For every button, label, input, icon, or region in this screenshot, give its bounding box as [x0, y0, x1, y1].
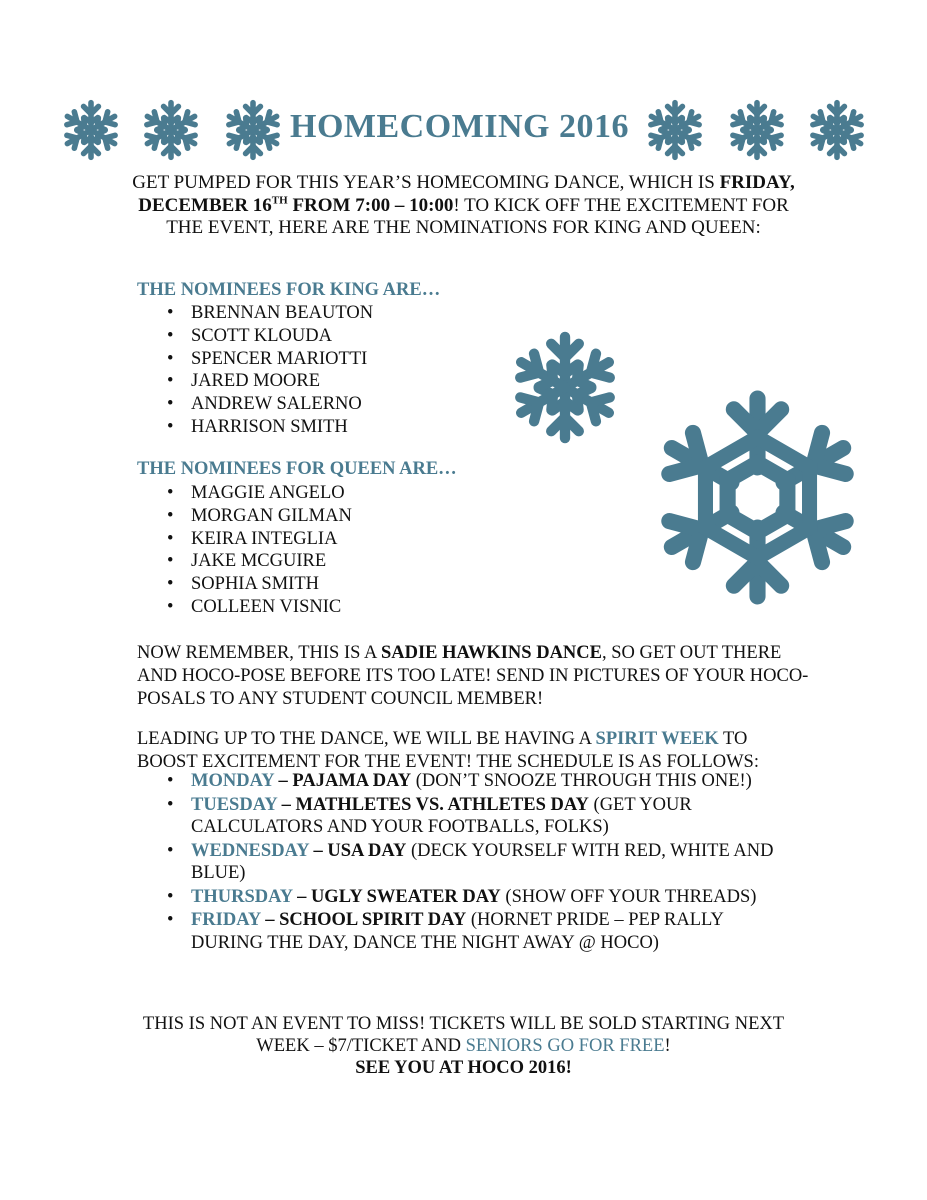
list-item: • SPENCER MARIOTTI: [137, 348, 373, 371]
day-theme: UGLY SWEATER DAY: [310, 886, 501, 907]
day-note: (DON’T SNOOZE THROUGH THIS ONE!): [411, 771, 752, 791]
day-label: FRIDAY: [191, 910, 261, 930]
list-item: [137, 794, 777, 839]
intro-text-end: ! TO KICK OFF THE EXCITEMENT FOR THE EVENT, HERE ARE THE NOMINATIONS FOR KING AND QUEEN:: [166, 194, 789, 238]
sadie-paragraph: [137, 642, 817, 710]
spirit-text: LEADING UP TO THE DANCE, WE WILL BE HAVING A: [137, 729, 596, 749]
spirit-week-label: SPIRIT WEEK: [595, 729, 719, 749]
list-item: [137, 909, 777, 954]
day-label: THURSDAY: [191, 886, 293, 907]
separator: –: [260, 910, 280, 930]
separator: –: [308, 840, 328, 861]
list-item: • JAKE MCGUIRE: [137, 550, 352, 573]
snowflake-icon: [60, 96, 122, 164]
closing-text-end: !: [664, 1036, 671, 1056]
sadie-text: NOW REMEMBER, THIS IS A: [137, 643, 381, 663]
day-theme: MATHLETES VS. ATHLETES DAY: [295, 794, 589, 815]
list-item: [137, 886, 777, 909]
header: [0, 96, 927, 166]
large-snowflake-icon: [645, 390, 870, 605]
day-label: TUESDAY: [191, 794, 278, 815]
snowflake-icon: [506, 330, 624, 445]
list-item: • JARED MOORE: [137, 370, 373, 393]
list-item: [137, 770, 777, 793]
list-item: • MAGGIE ANGELO: [137, 482, 352, 505]
day-note: (DECK YOURSELF WITH RED, WHITE AND BLUE): [191, 840, 774, 883]
queen-heading: THE NOMINEES FOR QUEEN ARE…: [137, 459, 457, 479]
sadie-dance-label: SADIE HAWKINS DANCE: [380, 643, 602, 663]
spirit-text-end: TO BOOST EXCITEMENT FOR THE EVENT! THE SCHEDULE IS AS FOLLOWS:: [137, 729, 759, 772]
snowflake-icon: [222, 96, 284, 164]
snowflake-icon: [806, 96, 868, 164]
list-item: • HARRISON SMITH: [137, 416, 373, 439]
day-note: (GET YOUR CALCULATORS AND YOUR FOOTBALLS, FOLKS): [191, 794, 692, 837]
list-item: [137, 840, 777, 885]
separator: –: [292, 886, 311, 907]
snowflake-icon: [726, 96, 788, 164]
list-item: • BRENNAN BEAUTON: [137, 302, 373, 325]
king-list: [137, 302, 373, 439]
seniors-free-label: SENIORS GO FOR FREE: [465, 1036, 665, 1056]
day-label: MONDAY: [191, 771, 274, 791]
event-date: FRIDAY, DECEMBER 16: [138, 172, 795, 216]
king-heading: THE NOMINEES FOR KING ARE…: [137, 280, 441, 300]
separator: –: [277, 794, 296, 815]
separator: –: [273, 771, 293, 791]
day-theme: USA DAY: [327, 840, 407, 861]
queen-list: [137, 482, 352, 619]
day-theme: SCHOOL SPIRIT DAY: [279, 910, 467, 930]
intro-text: GET PUMPED FOR THIS YEAR’S HOMECOMING DANCE, WHICH IS: [132, 172, 720, 193]
day-theme: PAJAMA DAY: [292, 771, 412, 791]
event-time: FROM 7:00 – 10:00: [287, 194, 454, 216]
day-note: (SHOW OFF YOUR THREADS): [500, 886, 757, 907]
closing-headline: SEE YOU AT HOCO 2016!: [355, 1058, 572, 1078]
list-item: • SOPHIA SMITH: [137, 573, 352, 596]
page-title: HOMECOMING 2016: [290, 108, 629, 145]
closing-paragraph: [120, 1013, 807, 1079]
list-item: • SCOTT KLOUDA: [137, 325, 373, 348]
list-item: • KEIRA INTEGLIA: [137, 528, 352, 551]
day-label: WEDNESDAY: [191, 840, 309, 861]
spirit-paragraph: [137, 728, 797, 774]
snowflake-icon: [140, 96, 202, 164]
sadie-text-end: , SO GET OUT THERE AND HOCO-POSE BEFORE ITS TOO LATE! SEND IN PICTURES OF YOUR HOCO-POSALS TO ANY STUDENT COUNCIL MEMBER!: [137, 643, 809, 709]
event-date-suffix: TH: [271, 194, 288, 207]
snowflake-icon: [644, 96, 706, 164]
day-note: (HORNET PRIDE – PEP RALLY DURING THE DAY, DANCE THE NIGHT AWAY @ HOCO): [191, 910, 724, 953]
closing-text: THIS IS NOT AN EVENT TO MISS! TICKETS WILL BE SOLD STARTING NEXT WEEK – $7/TICKET AND: [142, 1014, 785, 1056]
spirit-schedule: [137, 770, 777, 954]
intro-paragraph: [130, 172, 797, 240]
list-item: • COLLEEN VISNIC: [137, 596, 352, 619]
list-item: • MORGAN GILMAN: [137, 505, 352, 528]
list-item: • ANDREW SALERNO: [137, 393, 373, 416]
